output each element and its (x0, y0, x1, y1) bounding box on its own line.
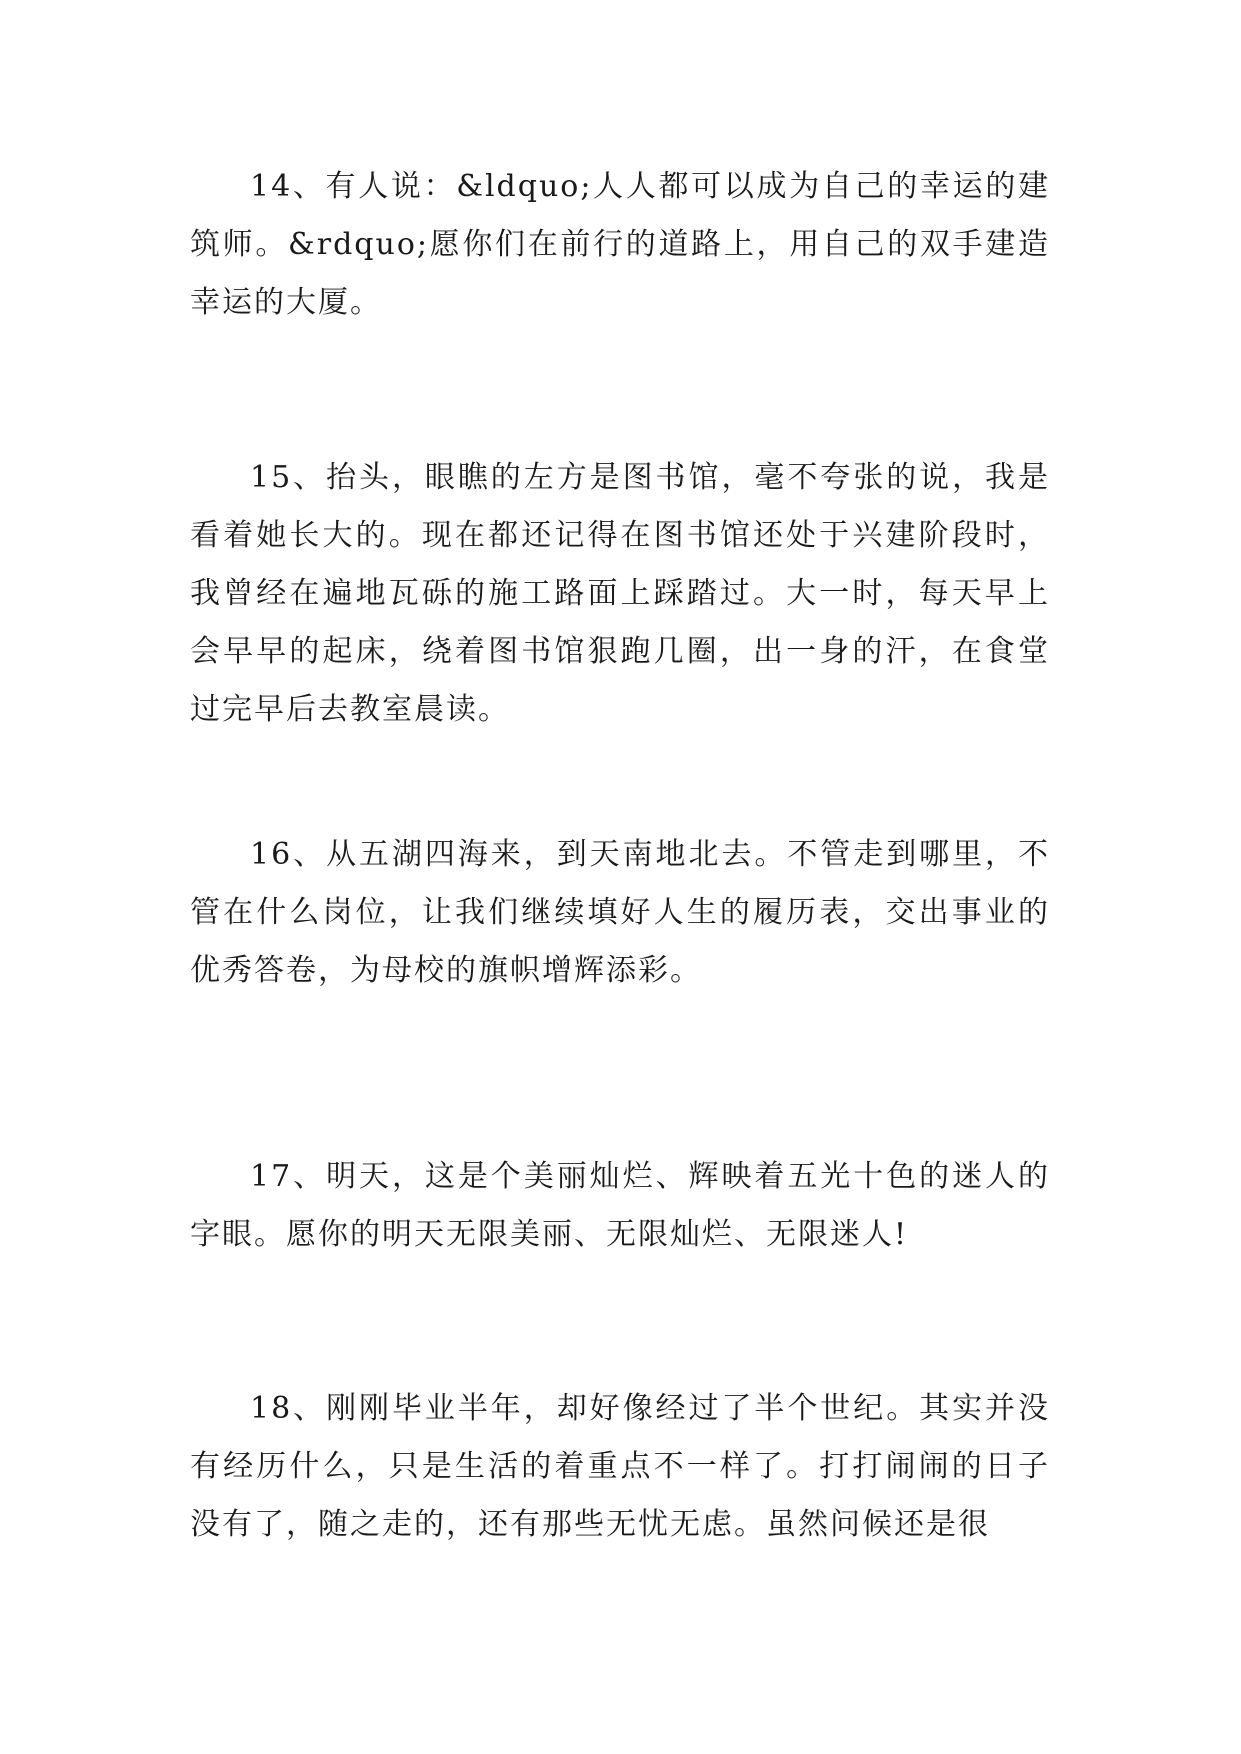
paragraph-17: 17、明天，这是个美丽灿烂、辉映着五光十色的迷人的字眼。愿你的明天无限美丽、无限灿烂、无限迷人! (190, 1159, 1050, 1252)
paragraph-15: 15、抬头，眼瞧的左方是图书馆，毫不夸张的说，我是看着她长大的。现在都还记得在图书馆还处于兴建阶段时，我曾经在遍地瓦砾的施工路面上踩踏过。大一时，每天早上会早早的起床，绕着图书馆狠跑几圈，出一身的汗，在食堂过完早后去教室晨读。 (190, 460, 1050, 727)
paragraph-16: 16、从五湖四海来，到天南地北去。不管走到哪里，不管在什么岗位，让我们继续填好人生的履历表，交出事业的优秀答卷，为母校的旗帜增辉添彩。 (190, 837, 1050, 988)
paragraph-18: 18、刚刚毕业半年，却好像经过了半个世纪。其实并没有经历什么，只是生活的着重点不一样了。打打闹闹的日子没有了，随之走的，还有那些无忧无虑。虽然问候还是很 (190, 1391, 1050, 1542)
paragraph-14: 14、有人说：&ldquo;人人都可以成为自己的幸运的建筑师。&rdquo;愿你们在前行的道路上，用自己的双手建造幸运的大厦。 (190, 169, 1050, 320)
